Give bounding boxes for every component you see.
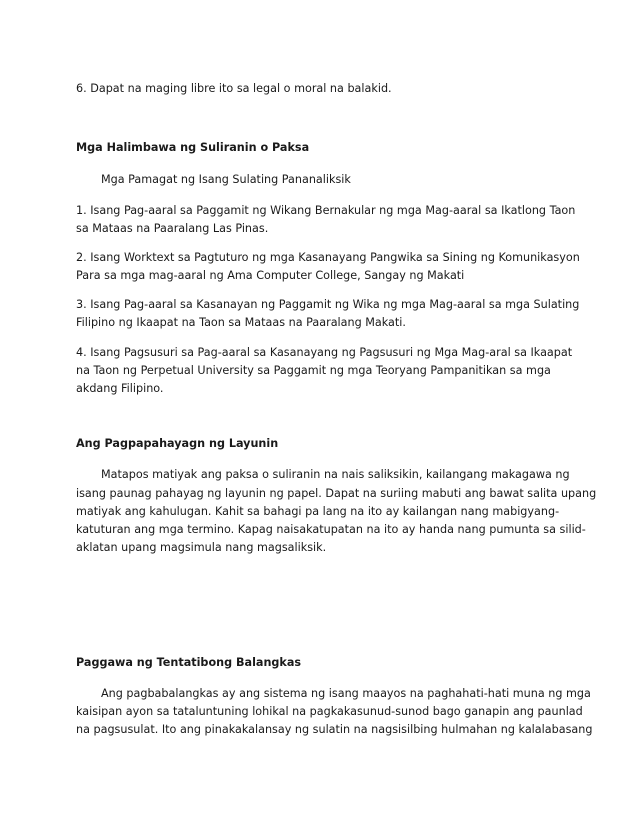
paragraph-objective-line-2: isang paunag pahayag ng layunin ng papel. Dapat na suriing mabuti ang bawat salita upang [76, 487, 597, 500]
section-heading-examples: Mga Halimbawa ng Suliranin o Paksa [76, 141, 310, 154]
list-item-4-line-2: na Taon ng Perpetual University sa Paggamit ng mga Teoryang Pampanitikan sa mga [76, 364, 551, 377]
list-item-4-line-1: 4. Isang Pagsusuri sa Pag-aaral sa Kasanayang ng Pagsusuri ng Mga Mag-aral sa Ikaapat [76, 346, 573, 359]
list-item-4-line-3: akdang Filipino. [76, 382, 164, 395]
section-heading-objective: Ang Pagpapahayagn ng Layunin [76, 437, 279, 450]
paragraph-outline-line-3: na pagsusulat. Ito ang pinakakalansay ng sulatin na nagsisilbing hulmahan ng kalalabasang [76, 723, 593, 736]
list-item-6: 6. Dapat na maging libre ito sa legal o moral na balakid. [76, 82, 392, 95]
list-item-3-line-2: Filipino ng Ikaapat na Taon sa Mataas na Paaralang Makati. [76, 316, 406, 329]
list-item-3-line-1: 3. Isang Pag-aaral sa Kasanayan ng Paggamit ng Wika ng mga Mag-aaral sa mga Sulating [76, 298, 580, 311]
paragraph-outline-line-2: kaisipan ayon sa tataluntuning lohikal na pagkakasunud-sunod bago ganapin ang paunlad [76, 705, 583, 718]
paragraph-objective-line-3: matiyak ang kahulugan. Kahit sa bahagi pa lang na ito ay kailangan nang mabigyang- [76, 505, 560, 518]
paragraph-objective-line-1: Matapos matiyak ang paksa o suliranin na nais saliksikin, kailangang makagawa ng [101, 468, 570, 481]
list-item-2-line-1: 2. Isang Worktext sa Pagtuturo ng mga Kasanayang Pangwika sa Sining ng Komunikasyon [76, 251, 580, 264]
paragraph-objective-line-4: katuturan ang mga termino. Kapag naisakatupatan na ito ay handa nang pumunta sa silid- [76, 523, 586, 536]
list-item-1-line-1: 1. Isang Pag-aaral sa Paggamit ng Wikang Bernakular ng mga Mag-aaral sa Ikatlong Taon [76, 204, 576, 217]
section-heading-outline: Paggawa ng Tentatibong Balangkas [76, 656, 302, 669]
list-item-2-line-2: Para sa mga mag-aaral ng Ama Computer College, Sangay ng Makati [76, 269, 465, 282]
list-item-1-line-2: sa Mataas na Paaralang Las Pinas. [76, 222, 269, 235]
paragraph-objective-line-5: aklatan upang magsimula nang magsaliksik. [76, 541, 327, 554]
section-subheading-titles: Mga Pamagat ng Isang Sulating Pananaliksik [101, 173, 351, 186]
paragraph-outline-line-1: Ang pagbabalangkas ay ang sistema ng isang maayos na paghahati-hati muna ng mga [101, 687, 591, 700]
